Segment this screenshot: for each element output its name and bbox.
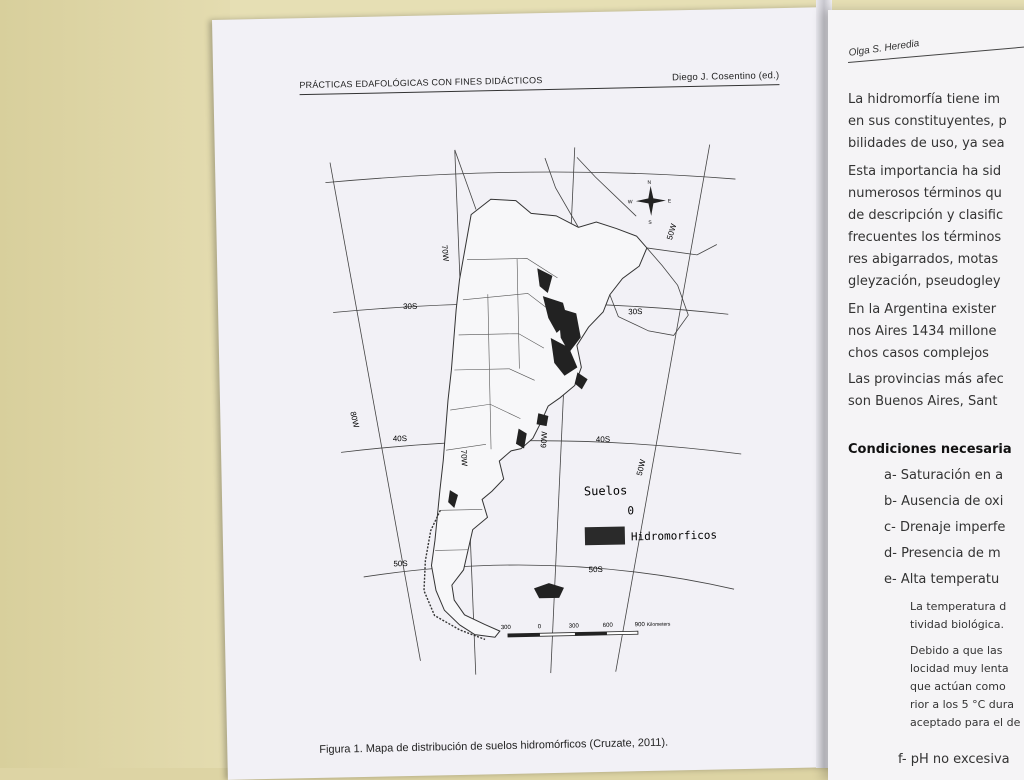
svg-text:900: 900 [634, 622, 645, 629]
svg-text:300: 300 [500, 624, 511, 632]
svg-text:E: E [667, 198, 672, 205]
svg-text:S: S [648, 219, 652, 226]
body-line: res abigarrados, motas [848, 252, 999, 267]
condition-item: d- Presencia de m [884, 546, 1001, 561]
parallel-label: 30S [402, 301, 418, 312]
parallel-line [325, 168, 735, 188]
meridian-label: 60W [539, 431, 550, 449]
body-line: Las provincias más afec [848, 372, 1004, 387]
svg-text:300: 300 [568, 623, 579, 630]
legend-title: Suelos [583, 483, 628, 499]
detail-line: aceptado para el de [910, 716, 1021, 729]
condition-item: c- Drenaje imperfe [884, 520, 1006, 535]
parallel-label: 40S [392, 434, 408, 444]
detail-line: tividad biológica. [910, 618, 1005, 631]
condition-item: e- Alta temperatu [884, 572, 1000, 587]
hydromorphic-patch [536, 413, 548, 426]
soil-distribution-map [314, 114, 766, 683]
scale-bar [501, 622, 671, 638]
detail-line: locidad muy lenta [910, 662, 1009, 675]
condition-item: f- pH no excesiva [898, 752, 1010, 767]
parallel-label: 50S [588, 564, 603, 575]
right-running-head: Olga S. Heredia [848, 38, 920, 59]
meridian-label: 70W [459, 449, 469, 467]
body-line: Esta importancia ha sid [848, 164, 1002, 179]
body-line: bilidades de uso, ya sea [848, 136, 1005, 151]
body-line: En la Argentina exister [848, 302, 997, 317]
svg-text:0: 0 [537, 624, 542, 631]
detail-line: Debido a que las [910, 644, 1003, 657]
svg-text:600: 600 [602, 622, 613, 629]
meridian-label: 70W [439, 244, 451, 262]
body-line: numerosos términos qu [848, 186, 1002, 201]
detail-line: que actúan como [910, 680, 1006, 693]
running-head [299, 70, 780, 91]
islands [534, 583, 564, 599]
meridian-label: 50W [665, 222, 679, 241]
figure-caption: Figura 1. Mapa de distribución de suelos hidromórficos (Cruzate, 2011). [319, 736, 669, 756]
svg-text:N: N [647, 179, 652, 186]
parallel-label: 50S [393, 559, 408, 569]
body-line: son Buenos Aires, Sant [848, 394, 998, 409]
body-line: La hidromorfía tiene im [848, 92, 1001, 107]
parallel-label: 30S [628, 307, 643, 317]
body-line: frecuentes los términos [848, 230, 1002, 245]
detail-line: rior a los 5 °C dura [910, 698, 1014, 711]
legend-value: 0 [627, 504, 635, 518]
parallel-label: 40S [595, 434, 611, 445]
condition-item: b- Ausencia de oxi [884, 494, 1004, 509]
body-line: gleyzación, pseudogley [848, 274, 1001, 289]
body-line: de descripción y clasific [848, 208, 1004, 223]
compass-rose-icon [627, 179, 672, 226]
meridian-label: 80W [348, 410, 361, 429]
detail-line: La temperatura d [910, 600, 1007, 613]
svg-text:Kilometers: Kilometers [646, 621, 671, 629]
right-book-page [828, 10, 1024, 780]
table-surface-left [0, 0, 230, 768]
svg-text:W: W [627, 199, 633, 206]
meridian-line [330, 161, 420, 663]
body-line: en sus constituyentes, p [848, 114, 1007, 129]
running-head-editor: Diego J. Cosentino (ed.) [671, 70, 780, 84]
section-heading: Condiciones necesaria [848, 442, 1012, 457]
meridian-label: 50W [634, 458, 648, 477]
legend-swatch [585, 526, 625, 545]
body-line: chos casos complejos [848, 346, 989, 361]
left-book-page [212, 7, 840, 780]
running-head-title: PRÁCTICAS EDAFOLÓGICAS CON FINES DIDÁCTICOS [299, 75, 543, 91]
legend-label: Hidromorficos [630, 528, 718, 544]
body-line: nos Aires 1434 millone [848, 324, 997, 339]
condition-item: a- Saturación en a [884, 468, 1004, 483]
